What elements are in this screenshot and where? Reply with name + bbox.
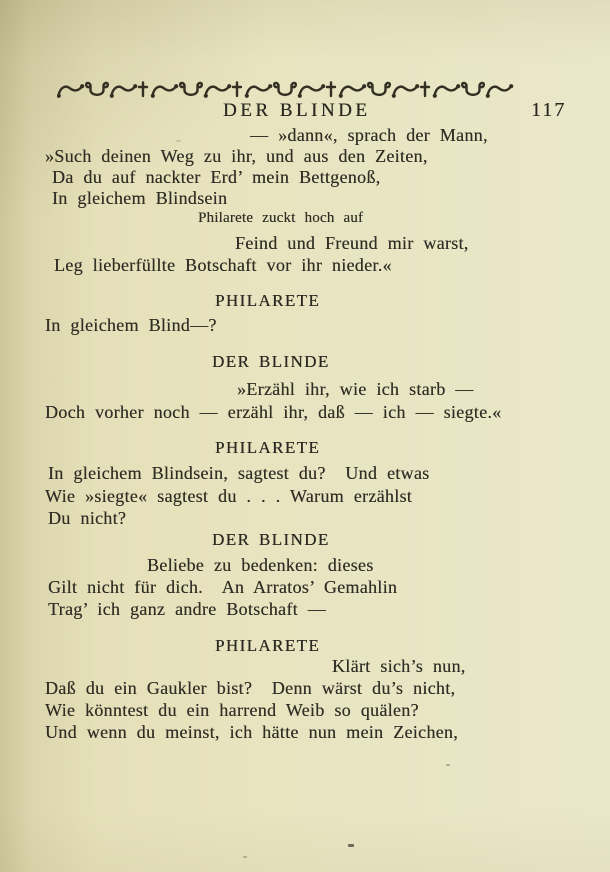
verse-line: Wie »siegte« sagtest du . . . Warum erzählst	[45, 486, 413, 506]
verse-line: In gleichem Blind—?	[45, 315, 217, 335]
page-speck	[176, 140, 181, 142]
verse-line: Da du auf nackter Erd’ mein Bettgenoß,	[52, 167, 381, 187]
verse-line: Gilt nicht für dich. An Arratos’ Gemahlin	[48, 577, 398, 597]
speaker-heading: DER BLINDE	[212, 530, 330, 549]
verse-line: Wie könntest du ein harrend Weib so quälen?	[45, 700, 419, 720]
verse-line: Du nicht?	[48, 508, 127, 528]
verse-line: Doch vorher noch — erzähl ihr, daß — ich — siegte.«	[45, 402, 502, 422]
verse-line: »Erzähl ihr, wie ich starb —	[237, 379, 474, 399]
page-speck	[348, 844, 354, 847]
verse-line: In gleichem Blindsein	[52, 188, 228, 208]
verse-line: Daß du ein Gaukler bist? Denn wärst du’s nicht,	[45, 678, 456, 698]
page-speck	[446, 764, 450, 766]
page-title: DER BLINDE	[223, 100, 371, 121]
verse-line: Und wenn du meinst, ich hätte nun mein Zeichen,	[45, 722, 459, 742]
speaker-heading: PHILARETE	[215, 438, 321, 457]
stage-direction: Philarete zuckt hoch auf	[198, 210, 364, 226]
verse-line: »Such deinen Weg zu ihr, und aus den Zeiten,	[45, 146, 428, 166]
verse-line: In gleichem Blindsein, sagtest du? Und etwas	[48, 463, 430, 483]
speaker-heading: PHILARETE	[215, 636, 321, 655]
verse-line: — »dann«, sprach der Mann,	[250, 125, 488, 145]
page-speck	[243, 856, 247, 858]
verse-line: Leg lieberfüllte Botschaft vor ihr nieder.«	[54, 255, 392, 275]
verse-line: Trag’ ich ganz andre Botschaft —	[48, 599, 327, 619]
verse-line: Feind und Freund mir warst,	[235, 233, 469, 253]
verse-line: Beliebe zu bedenken: dieses	[147, 555, 374, 575]
speaker-heading: DER BLINDE	[212, 352, 330, 371]
speaker-heading: PHILARETE	[215, 291, 321, 310]
verse-line: Klärt sich’s nun,	[332, 656, 466, 676]
page-number: 117	[531, 99, 567, 121]
